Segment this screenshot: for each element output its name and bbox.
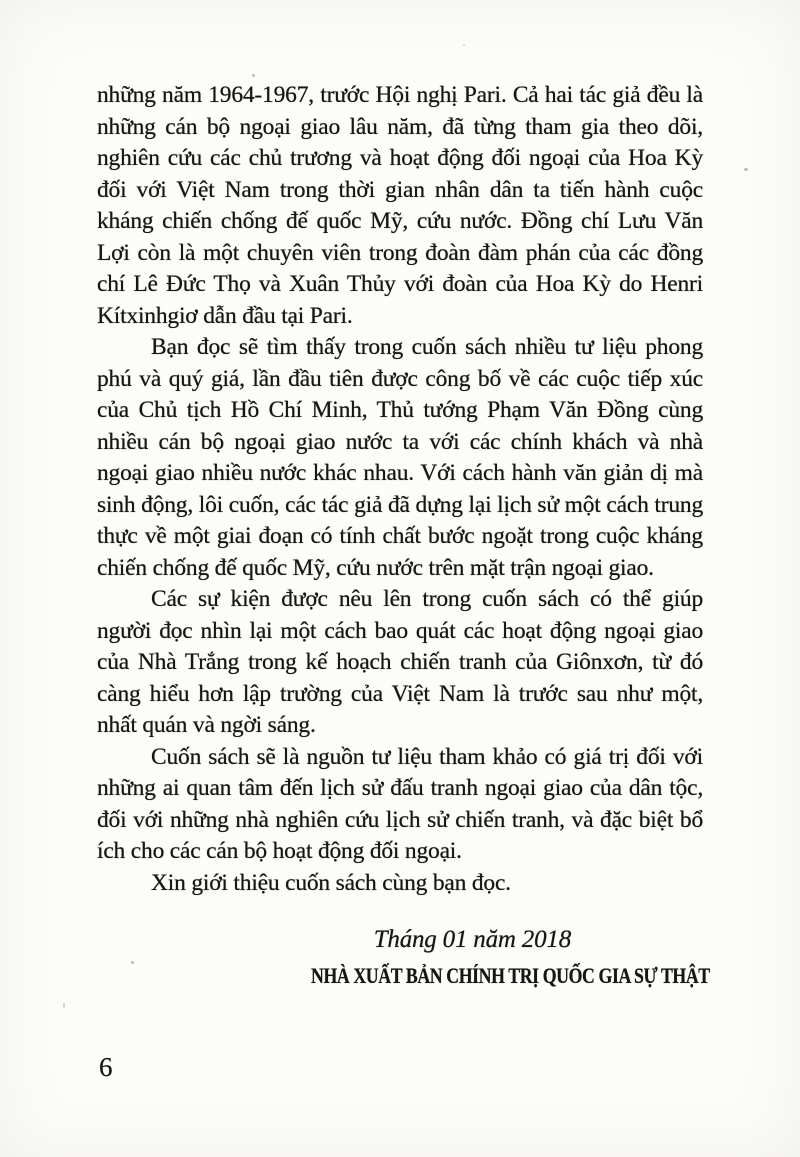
body-paragraph: Xin giới thiệu cuốn sách cùng bạn đọc. [151, 869, 511, 896]
body-paragraph: những năm 1964-1967, trước Hội nghị Pari. Cả hai tác giả đều là những cán bộ ngoại giao lâu năm, đã từng tham gia theo dõi, nghiên cứu các chủ trương và hoạt động đối ngoại của Hoa Kỳ đối với Việt Nam trong thời gian nhân dân ta tiến hành cuộc kháng chiến chống đế quốc Mỹ, cứu nước. Đồng chí Lưu Văn Lợi còn là một chuyên viên trong đoàn đàm phán của các đồng chí Lê Đức Thọ và Xuân Thủy với đoàn của Hoa Kỳ do Henri Kítxinhgiơ dẫn đầu tại Pari. [97, 82, 703, 329]
scan-speck [463, 44, 465, 46]
scan-speck [252, 74, 255, 77]
body-paragraph: Cuốn sách sẽ là nguồn tư liệu tham khảo có giá trị đối với những ai quan tâm đến lịch sử đấu tranh ngoại giao của dân tộc, đối với những nhà nghiên cứu lịch sử chiến tranh, và đặc biệt bổ ích cho các cán bộ hoạt động đối ngoại. [97, 743, 703, 864]
scan-speck [744, 168, 748, 171]
publisher-name: NHÀ XUẤT BẢN CHÍNH TRỊ QUỐC GIA SỰ THẬT [311, 963, 710, 988]
page-number: 6 [99, 1052, 113, 1082]
body-paragraph: Các sự kiện được nêu lên trong cuốn sách có thể giúp người đọc nhìn lại một cách bao quát các hoạt động ngoại giao của Nhà Trắng trong kế hoạch chiến tranh của Giônxơn, từ đó càng hiểu hơn lập trường của Việt Nam là trước sau như một, nhất quán và ngời sáng. [97, 586, 703, 738]
scan-speck [63, 1003, 65, 1008]
page-body [97, 80, 710, 995]
signature-date: Tháng 01 năm 2018 [373, 926, 571, 953]
publisher-line [97, 957, 710, 995]
signature-block [97, 923, 710, 995]
body-paragraph: Bạn đọc sẽ tìm thấy trong cuốn sách nhiều tư liệu phong phú và quý giá, lần đầu tiên được công bố về các cuộc tiếp xúc của Chủ tịch Hồ Chí Minh, Thủ tướng Phạm Văn Đồng cùng nhiều cán bộ ngoại giao nước ta với các chính khách và nhà ngoại giao nhiều nước khác nhau. Với cách hành văn giản dị mà sinh động, lôi cuốn, các tác giả đã dựng lại lịch sử một cách trung thực về một giai đoạn có tính chất bước ngoặt trong cuộc kháng chiến chống đế quốc Mỹ, cứu nước trên mặt trận ngoại giao. [97, 334, 703, 581]
scan-speck [131, 961, 134, 964]
